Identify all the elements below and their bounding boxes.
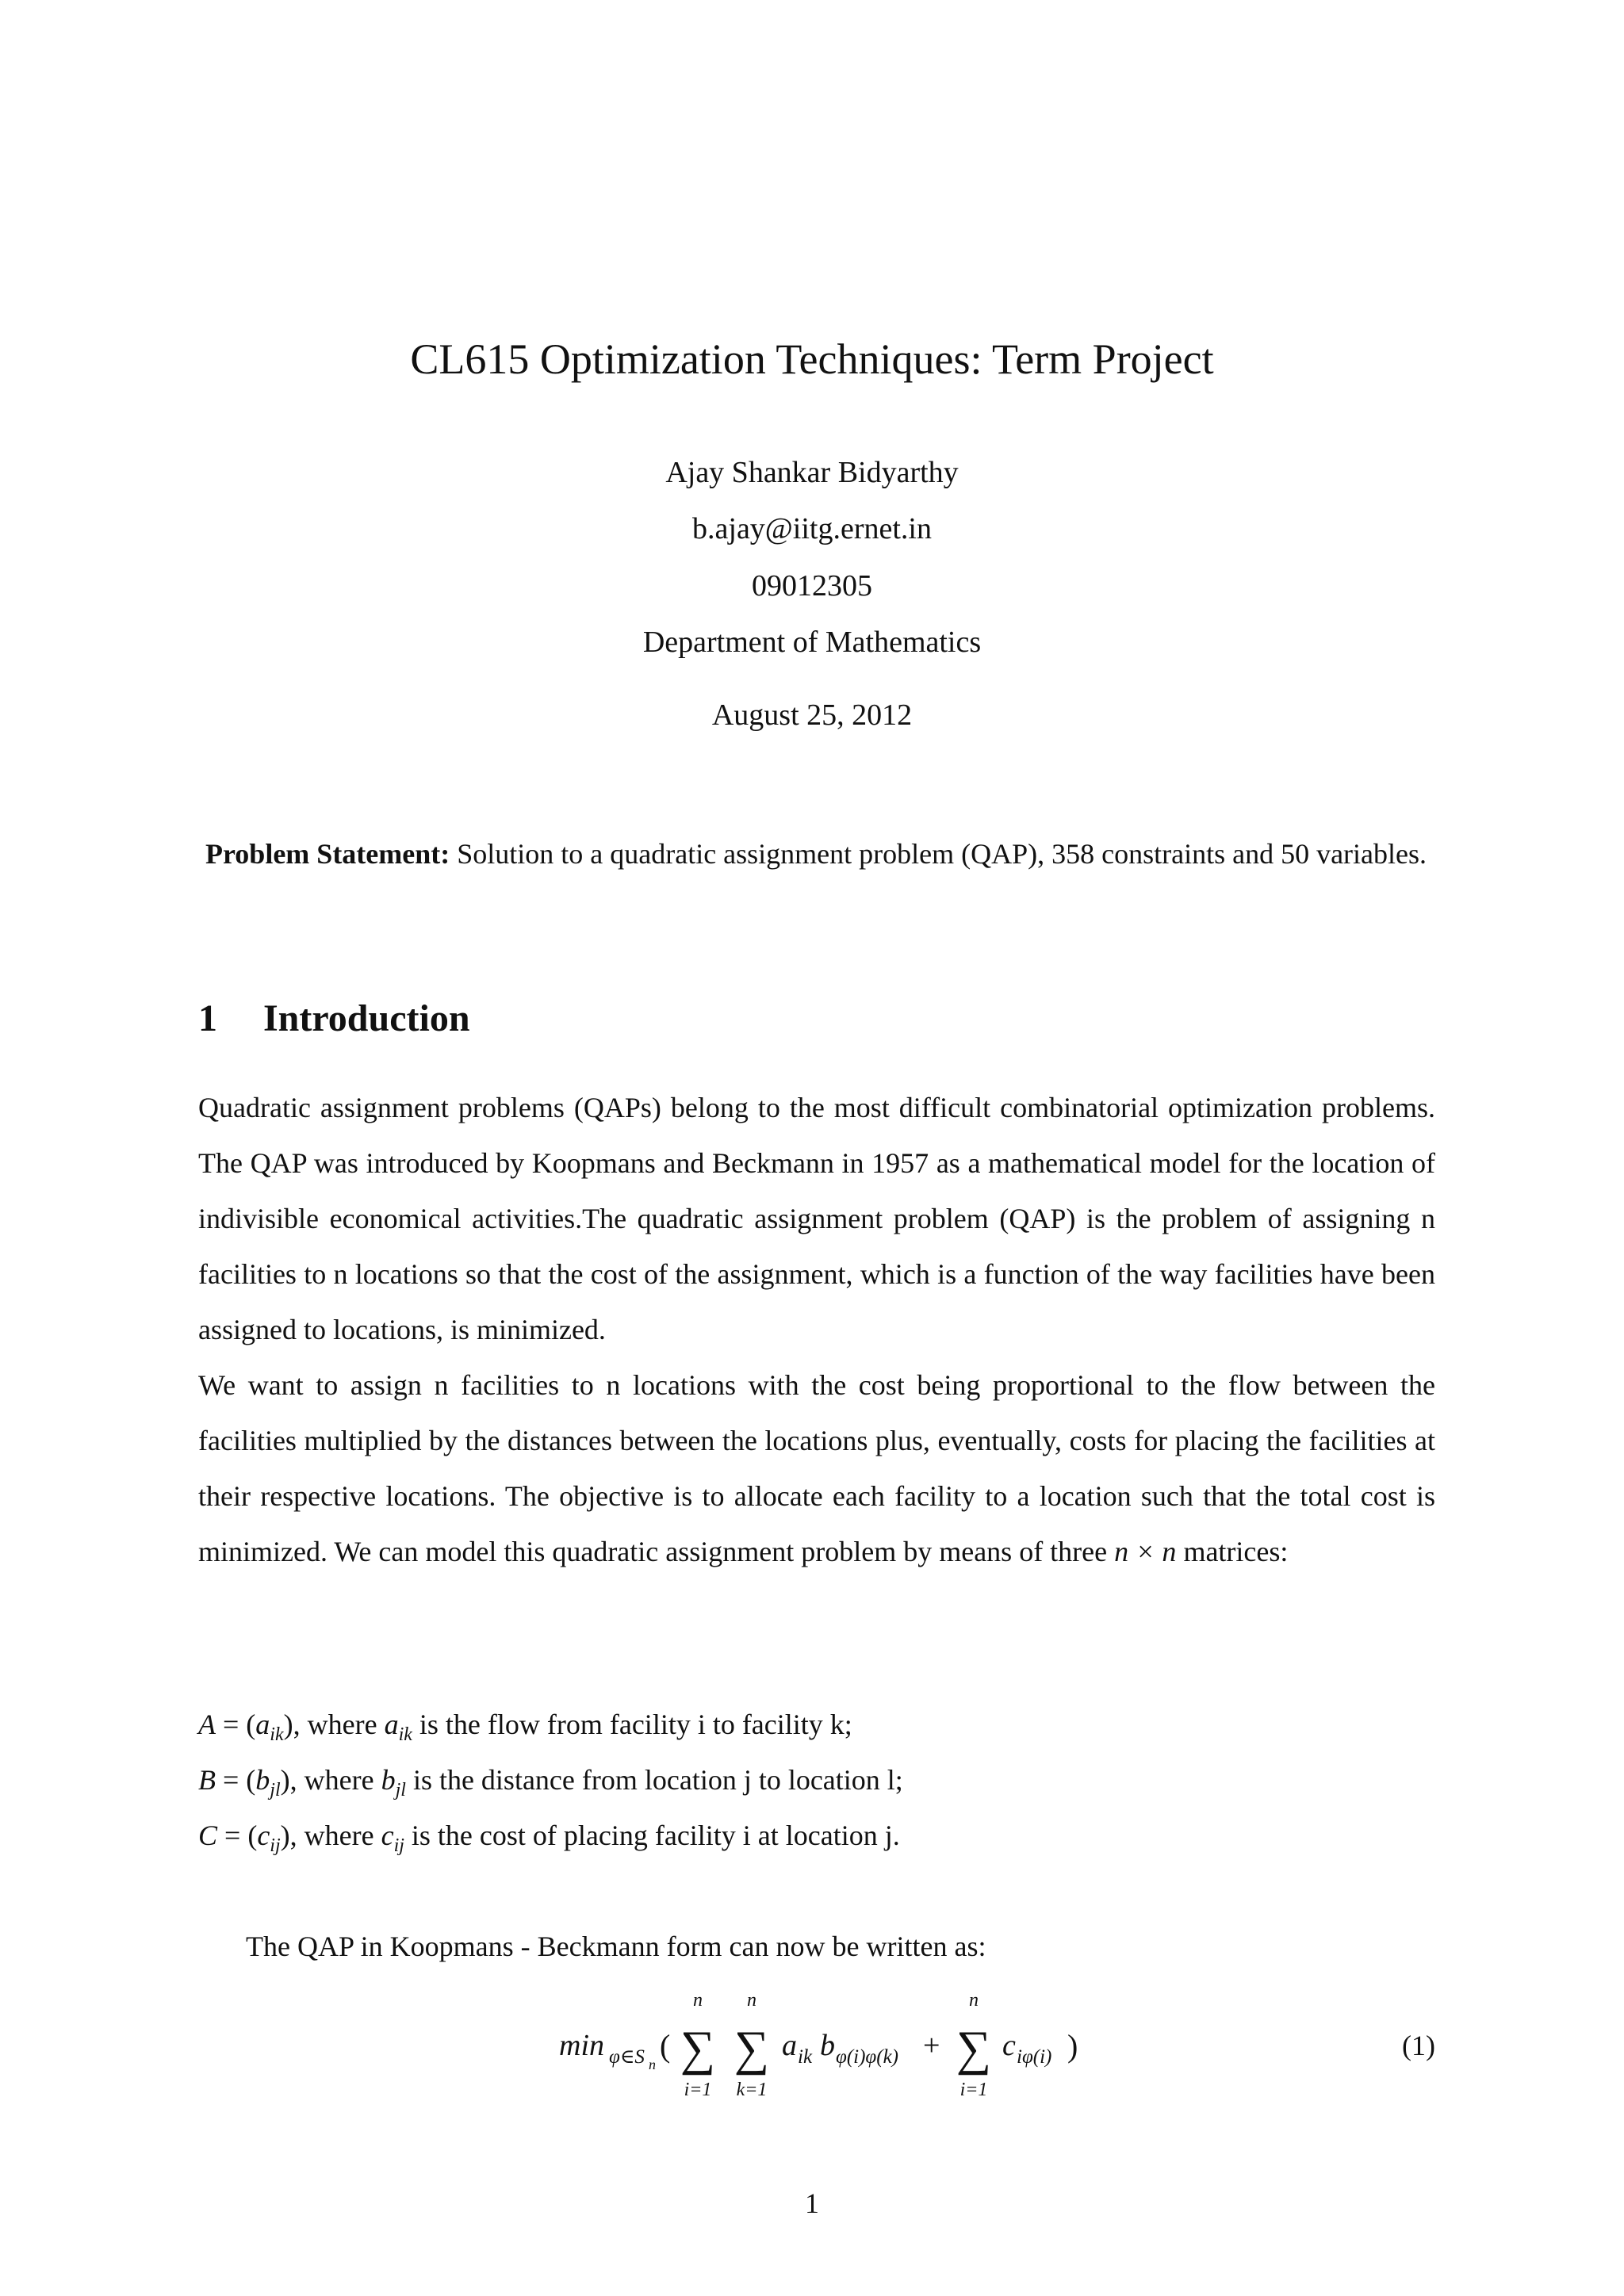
intro-paragraph-2 <box>198 1357 1435 1579</box>
matrix-symbol: C <box>198 1820 218 1851</box>
eq-b-sub: φ(i)φ(k) <box>836 2046 899 2068</box>
paragraph-text <box>198 1357 1435 1579</box>
intro-paragraph-1 <box>198 1080 1435 1357</box>
element-symbol: a <box>384 1709 399 1740</box>
subscript: ij <box>270 1835 281 1856</box>
page-number: 1 <box>805 2187 819 2219</box>
sum1-upper: n <box>693 1990 703 2011</box>
definition-text: is the flow from facility i to facility k; <box>412 1709 852 1740</box>
subscript: ik <box>270 1724 284 1745</box>
paper-title: CL615 Optimization Techniques: Term Project <box>410 335 1214 383</box>
matrix-definitions <box>198 1697 1435 1863</box>
subscript: jl <box>270 1780 281 1800</box>
sum3-lower: i=1 <box>959 2080 988 2100</box>
element-symbol: b <box>381 1764 396 1796</box>
definition-text: is the cost of placing facility i at location j. <box>404 1820 900 1851</box>
element-symbol: c <box>257 1820 270 1851</box>
eq-a: a <box>782 2029 797 2062</box>
section-number: 1 <box>198 997 217 1039</box>
author-email: b.ajay@iitg.ernet.in <box>692 512 932 545</box>
section-title: Introduction <box>263 997 470 1039</box>
equation-1 <box>0 1982 1624 2109</box>
subscript: ij <box>393 1835 404 1856</box>
eq-c-sub: iφ(i) <box>1017 2046 1052 2068</box>
definition-C: $C = (c_{ij})$, where $c_{ij}$ is the cost of placing facility i at location j. <box>198 1820 900 1856</box>
subscript: ik <box>398 1724 412 1745</box>
where-word: where <box>304 1764 374 1796</box>
paragraph-start: We want to assign n facilities to n locations with the cost being proportional to the flow between the facilities multiplied by the distances between the locations plus, eventually, costs for placing the facilities at their respective locations. The objective is to allocate each facility to a location such that the total cost is minimized. We can model this quadratic assignment problem by means of three <box>198 1369 1435 1567</box>
subscript: jl <box>395 1780 406 1800</box>
element-symbol: c <box>381 1820 394 1851</box>
sum3-sigma: ∑ <box>956 2022 992 2076</box>
author-name: Ajay Shankar Bidyarthy <box>665 456 959 489</box>
eq-min-subscript-n: n <box>649 2057 656 2072</box>
paragraph-end: matrices: <box>1176 1536 1289 1567</box>
eq-plus: + <box>923 2029 940 2062</box>
koopmans-intro-line: The QAP in Koopmans - Beckmann form can now be written as: <box>246 1931 986 1962</box>
eq-b: b <box>820 2029 835 2062</box>
definition-text: is the distance from location j to location l; <box>405 1764 903 1796</box>
definition-B: $B = (b_{jl})$, where $b_{jl}$ is the distance from location j to location l; <box>198 1764 903 1800</box>
eq-close-paren: ) <box>1067 2028 1078 2064</box>
matrix-symbol: B <box>198 1764 216 1796</box>
equation-number: (1) <box>1402 2030 1435 2061</box>
problem-text: Solution to a quadratic assignment problem (QAP), 358 constraints and 50 variables. <box>457 838 1427 870</box>
sum2-upper: n <box>747 1990 756 2011</box>
definition-A: $A = (a_{ik})$, where $a_{ik}$ is the flow from facility i to facility k; <box>198 1709 852 1745</box>
where-word: where <box>307 1709 377 1740</box>
eq-min: min <box>559 2029 604 2062</box>
sum2-lower: k=1 <box>736 2080 768 2100</box>
eq-a-sub: ik <box>798 2046 813 2068</box>
eq-open-paren: ( <box>660 2028 671 2064</box>
eq-c: c <box>1002 2029 1016 2062</box>
sum1-sigma: ∑ <box>680 2022 716 2076</box>
paragraph-text: Quadratic assignment problems (QAPs) belong to the most difficult combinatorial optimization problems. The QAP was introduced by Koopmans and Beckmann in 1957 as a mathematical model for the location of indivisible economical activities.The quadratic assignment problem (QAP) is the problem of assigning n facilities to n locations so that the cost of the assignment, which is a function of the way facilities have been assigned to locations, is minimized. <box>198 1092 1435 1345</box>
problem-statement <box>198 826 1434 882</box>
date: August 25, 2012 <box>711 698 913 732</box>
problem-label: Problem Statement: <box>205 838 450 870</box>
sum1-lower: i=1 <box>684 2080 712 2100</box>
matrix-symbol: A <box>198 1709 216 1740</box>
eq-min-subscript: φ∈S <box>609 2046 645 2068</box>
department: Department of Mathematics <box>642 626 982 659</box>
where-word: where <box>304 1820 374 1851</box>
element-symbol: a <box>255 1709 270 1740</box>
roll-number: 09012305 <box>752 569 872 603</box>
math-n-by-n: n × n <box>1114 1536 1177 1567</box>
element-symbol: b <box>255 1764 270 1796</box>
section-heading <box>198 995 470 1043</box>
sum2-sigma: ∑ <box>733 2022 770 2076</box>
sum3-upper: n <box>969 1990 979 2011</box>
